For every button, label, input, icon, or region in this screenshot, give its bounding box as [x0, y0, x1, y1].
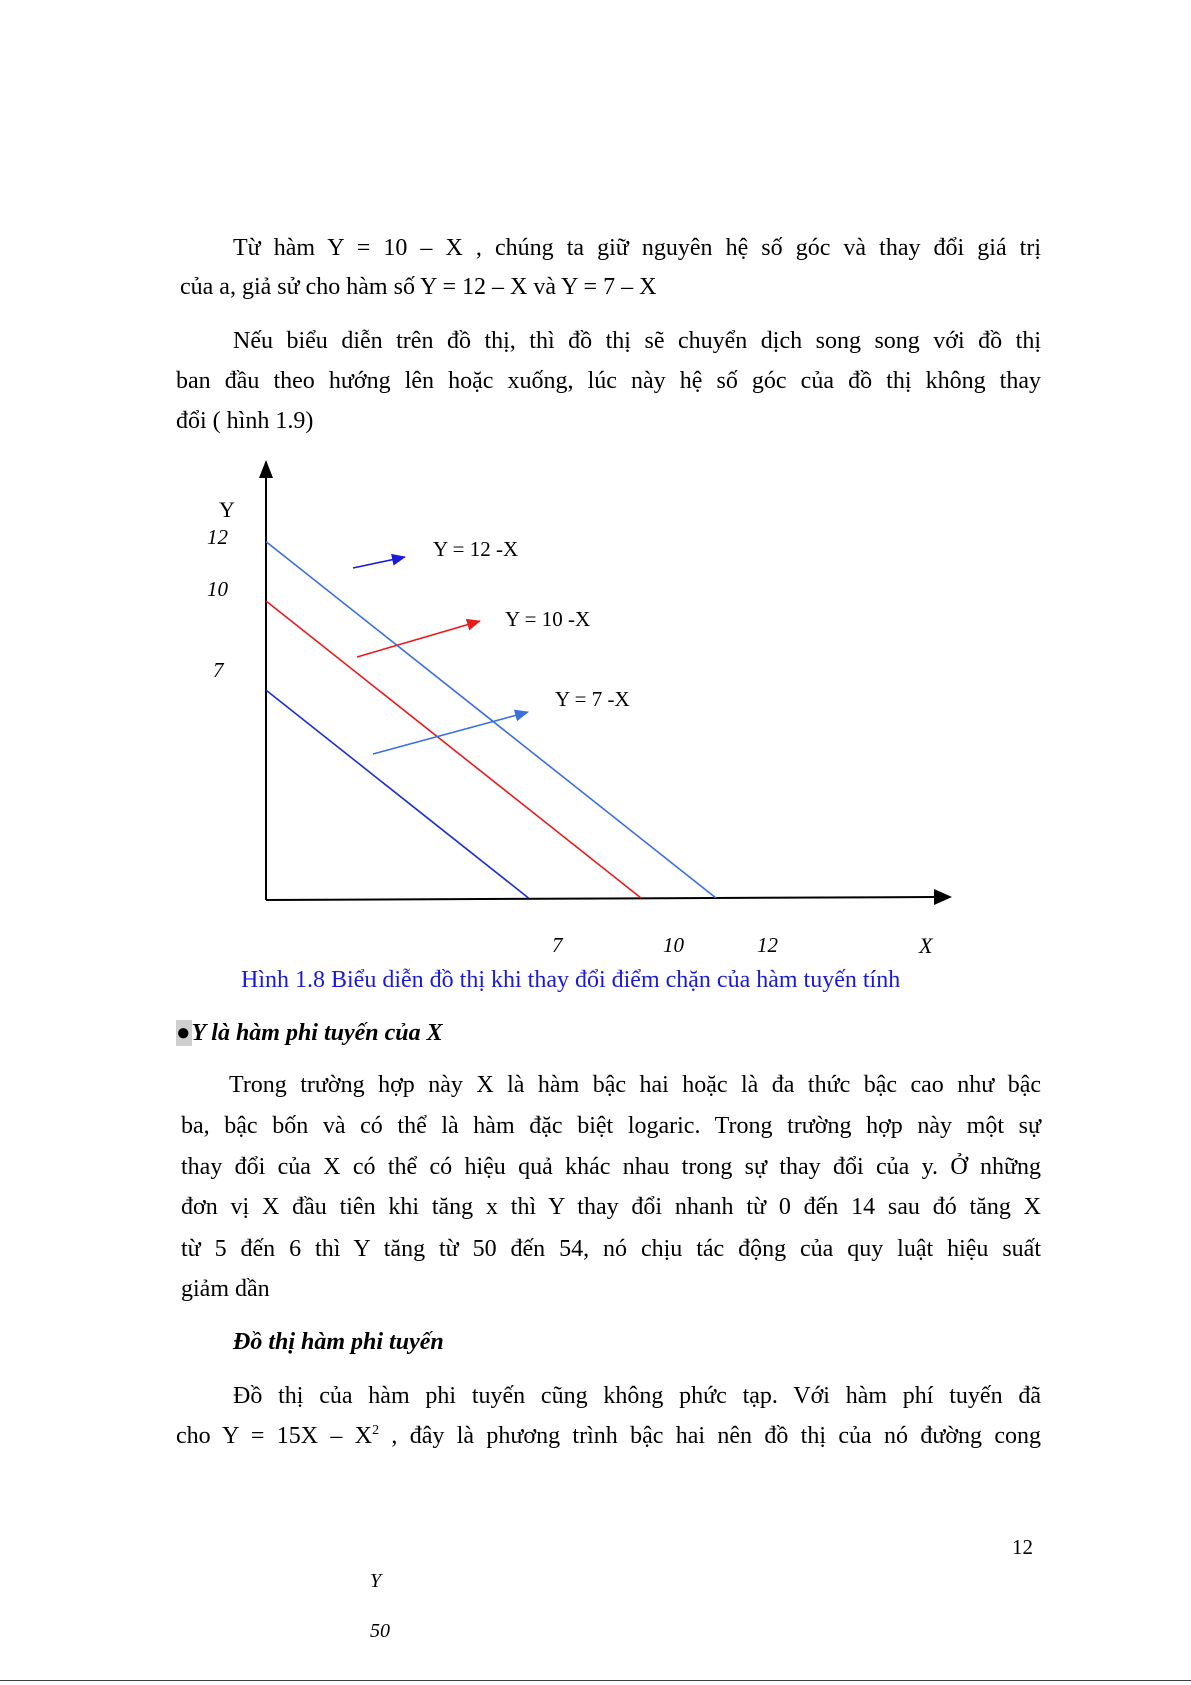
paragraph-3-line-6: giảm dần — [181, 1276, 270, 1302]
label-y-7-minus-x: Y = 7 -X — [555, 687, 630, 711]
page-bottom-edge — [0, 1680, 1191, 1681]
paragraph-3-line-2: ba, bậc bốn và có thể là hàm đặc biệt logaric. Trong trường hợp này một sự — [181, 1113, 1041, 1139]
paragraph-2-line-3: đổi ( hình 1.9) — [176, 408, 314, 434]
section-heading-text: Y là hàm phi tuyến của X — [191, 1020, 443, 1046]
paragraph-4-line-2 — [176, 1421, 1041, 1451]
next-figure-y-label: Y — [370, 1570, 382, 1592]
x-tick-12: 12 — [757, 933, 778, 957]
series-line-y-12-minus-x — [266, 542, 716, 898]
paragraph-3-line-5: từ 5 đến 6 thì Y tăng từ 50 đến 54, nó chịu tác động của quy luật hiệu suất — [181, 1236, 1041, 1262]
paragraph-4-line-2-end: , đây là phương trình bậc hai nên đồ thị của nó đường cong — [379, 1423, 1041, 1449]
paragraph-4-line-2-start: cho Y = 15X – X — [176, 1423, 373, 1449]
x-axis — [266, 897, 935, 900]
bullet-icon: ● — [176, 1020, 191, 1046]
x-tick-7: 7 — [552, 933, 563, 957]
paragraph-1-line-1: Từ hàm Y = 10 – X , chúng ta giữ nguyên hệ số góc và thay đổi giá trị — [233, 235, 1041, 261]
page-number: 12 — [1012, 1535, 1033, 1559]
series-line-y-7-minus-x — [266, 690, 529, 898]
y-axis-arrowhead — [259, 460, 273, 478]
x-axis-arrowhead — [934, 889, 952, 905]
next-figure-y-tick-clip — [368, 1620, 408, 1642]
section-heading — [176, 1018, 443, 1048]
x-axis-label: X — [919, 933, 933, 958]
x-tick-10: 10 — [663, 933, 684, 957]
paragraph-2-line-1: Nếu biểu diễn trên đồ thị, thì đồ thị sẽ chuyển dịch song song với đồ thị — [233, 328, 1041, 354]
superscript-2: 2 — [372, 1423, 380, 1438]
label-y-10-minus-x: Y = 10 -X — [505, 607, 591, 631]
y-tick-12: 12 — [207, 525, 228, 549]
paragraph-4-line-1: Đồ thị của hàm phi tuyến cũng không phức tạp. Với hàm phí tuyến đã — [233, 1383, 1041, 1409]
paragraph-1-line-2: của a, giả sử cho hàm số Y = 12 – X và Y = 7 – X — [180, 274, 657, 300]
y-tick-7: 7 — [213, 658, 224, 682]
paragraph-3-line-3: thay đổi của X có thể có hiệu quả khác nhau trong sự thay đổi của y. Ở những — [181, 1154, 1041, 1180]
y-axis-label: Y — [219, 497, 235, 522]
paragraph-3-line-1: Trong trường hợp này X là hàm bậc hai hoặc là đa thức bậc cao như bậc — [229, 1072, 1041, 1098]
label-y-12-minus-x: Y = 12 -X — [433, 537, 519, 561]
next-figure-y-tick: 50 — [370, 1620, 390, 1642]
annotation-arrow-y-10 — [357, 621, 480, 657]
paragraph-2-line-2: ban đầu theo hướng lên hoặc xuống, lúc này hệ số góc của đồ thị không thay — [176, 368, 1041, 394]
annotation-arrow-y-12 — [353, 557, 405, 568]
paragraph-3-line-4: đơn vị X đầu tiên khi tăng x thì Y thay đổi nhanh từ 0 đến 14 sau đó tăng X — [181, 1194, 1041, 1220]
figure-caption: Hình 1.8 Biểu diễn đồ thị khi thay đổi điểm chặn của hàm tuyến tính — [241, 967, 901, 993]
subheading: Đồ thị hàm phi tuyến — [233, 1329, 444, 1355]
series-line-y-10-minus-x — [266, 601, 641, 898]
y-tick-10: 10 — [207, 577, 228, 601]
